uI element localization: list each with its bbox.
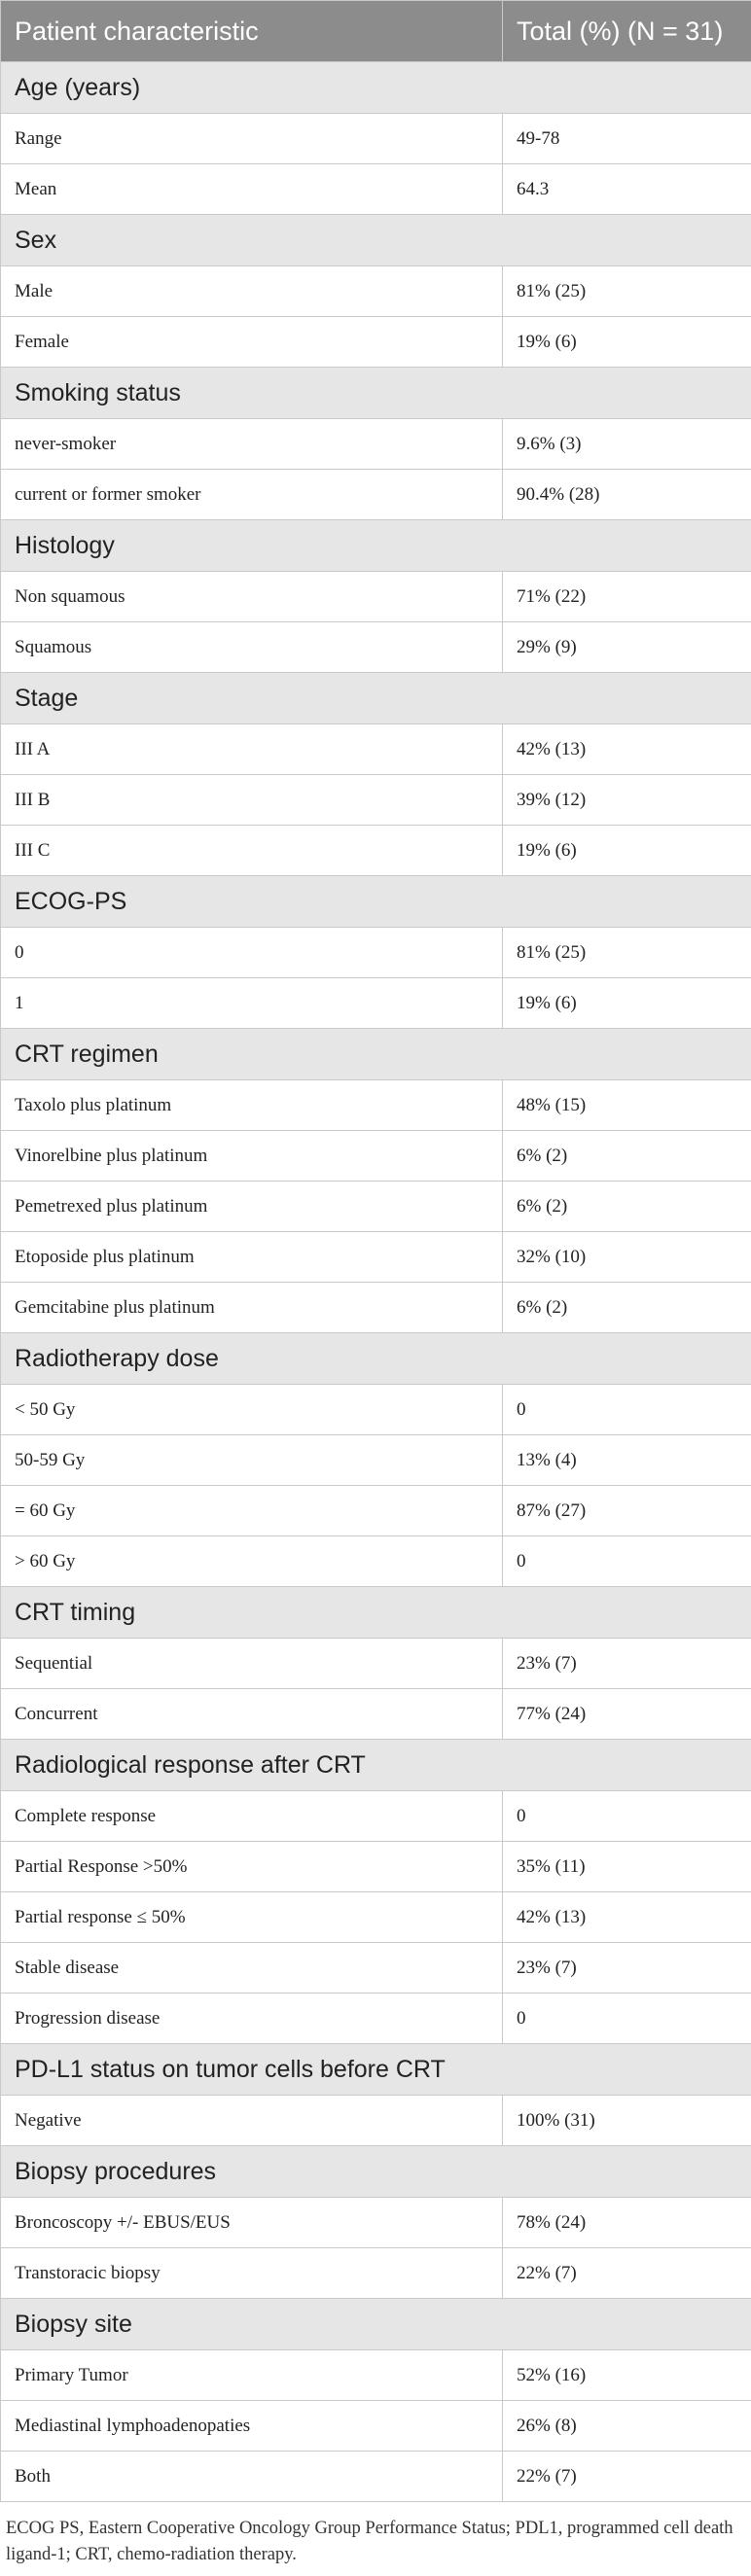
table-row (1, 775, 751, 826)
table-row (1, 1435, 751, 1486)
table-row (1, 1182, 751, 1232)
table-row (1, 826, 751, 876)
characteristic-cell: Range (1, 114, 503, 164)
header-total: Total (%) (N = 31) (503, 1, 751, 62)
characteristic-cell: < 50 Gy (1, 1385, 503, 1435)
total-cell: 32% (10) (503, 1232, 751, 1283)
characteristic-cell: Taxolo plus platinum (1, 1080, 503, 1131)
total-cell: 6% (2) (503, 1131, 751, 1182)
total-cell: 81% (25) (503, 266, 751, 317)
characteristic-cell: never-smoker (1, 419, 503, 470)
characteristic-cell: Concurrent (1, 1689, 503, 1740)
characteristic-cell: Etoposide plus platinum (1, 1232, 503, 1283)
section-title: CRT timing (1, 1587, 751, 1639)
table-row (1, 419, 751, 470)
table-row (1, 724, 751, 775)
characteristic-cell: 1 (1, 978, 503, 1029)
total-cell: 6% (2) (503, 1182, 751, 1232)
characteristic-cell: Vinorelbine plus platinum (1, 1131, 503, 1182)
section-title: Stage (1, 673, 751, 724)
table-row (1, 1536, 751, 1587)
table-row (1, 1892, 751, 1943)
characteristic-cell: III A (1, 724, 503, 775)
characteristic-cell: current or former smoker (1, 470, 503, 520)
total-cell: 26% (8) (503, 2401, 751, 2452)
total-cell: 23% (7) (503, 1943, 751, 1994)
total-cell: 81% (25) (503, 928, 751, 978)
section-title: Smoking status (1, 368, 751, 419)
total-cell: 19% (6) (503, 317, 751, 368)
table-row (1, 1791, 751, 1842)
section-row (1, 2146, 751, 2198)
total-cell: 0 (503, 1791, 751, 1842)
characteristic-cell: Both (1, 2452, 503, 2502)
table-row (1, 1842, 751, 1892)
table-row (1, 1943, 751, 1994)
table-row (1, 2350, 751, 2401)
characteristic-cell: Complete response (1, 1791, 503, 1842)
section-row (1, 1740, 751, 1791)
total-cell: 0 (503, 1385, 751, 1435)
header-row (1, 1, 751, 62)
total-cell: 22% (7) (503, 2248, 751, 2299)
section-title: Sex (1, 215, 751, 266)
total-cell: 29% (9) (503, 622, 751, 673)
section-row (1, 520, 751, 572)
section-title: Biopsy procedures (1, 2146, 751, 2198)
total-cell: 71% (22) (503, 572, 751, 622)
characteristic-cell: Transtoracic biopsy (1, 2248, 503, 2299)
section-row (1, 1029, 751, 1080)
total-cell: 13% (4) (503, 1435, 751, 1486)
table-row (1, 2248, 751, 2299)
characteristic-cell: Sequential (1, 1639, 503, 1689)
characteristic-cell: Gemcitabine plus platinum (1, 1283, 503, 1333)
characteristic-cell: Mean (1, 164, 503, 215)
table-footnote: ECOG PS, Eastern Cooperative Oncology Group Performance Status; PDL1, programmed cell death ligand-1; CRT, chemo-radiation therapy. (6, 2519, 733, 2564)
table-row (1, 2096, 751, 2146)
section-row (1, 368, 751, 419)
section-title: Histology (1, 520, 751, 572)
total-cell: 0 (503, 1994, 751, 2044)
total-cell: 87% (27) (503, 1486, 751, 1536)
characteristic-cell: Negative (1, 2096, 503, 2146)
characteristic-cell: Mediastinal lymphoadenopaties (1, 2401, 503, 2452)
characteristic-cell: Partial Response >50% (1, 1842, 503, 1892)
characteristic-cell: Pemetrexed plus platinum (1, 1182, 503, 1232)
total-cell: 22% (7) (503, 2452, 751, 2502)
total-cell: 0 (503, 1536, 751, 1587)
table-row (1, 1689, 751, 1740)
table-row (1, 1283, 751, 1333)
total-cell: 90.4% (28) (503, 470, 751, 520)
total-cell: 35% (11) (503, 1842, 751, 1892)
section-row (1, 673, 751, 724)
table-row (1, 1131, 751, 1182)
section-row (1, 876, 751, 928)
total-cell: 42% (13) (503, 724, 751, 775)
table-header (1, 1, 751, 62)
table-row (1, 1232, 751, 1283)
table-row (1, 1486, 751, 1536)
characteristic-cell: = 60 Gy (1, 1486, 503, 1536)
total-cell: 52% (16) (503, 2350, 751, 2401)
section-title: Radiotherapy dose (1, 1333, 751, 1385)
characteristic-cell: Primary Tumor (1, 2350, 503, 2401)
table-row (1, 266, 751, 317)
section-title: Radiological response after CRT (1, 1740, 751, 1791)
section-title: Age (years) (1, 62, 751, 114)
table-row (1, 2452, 751, 2502)
header-patient-characteristic: Patient characteristic (1, 1, 503, 62)
characteristic-cell: III C (1, 826, 503, 876)
total-cell: 23% (7) (503, 1639, 751, 1689)
section-title: Biopsy site (1, 2299, 751, 2350)
section-row (1, 2044, 751, 2096)
characteristic-cell: III B (1, 775, 503, 826)
total-cell: 77% (24) (503, 1689, 751, 1740)
section-row (1, 62, 751, 114)
characteristic-cell: > 60 Gy (1, 1536, 503, 1587)
table-row (1, 1385, 751, 1435)
total-cell: 19% (6) (503, 978, 751, 1029)
characteristic-cell: Male (1, 266, 503, 317)
characteristic-cell: 0 (1, 928, 503, 978)
section-row (1, 1333, 751, 1385)
table-row (1, 622, 751, 673)
table-body (1, 62, 751, 2502)
total-cell: 42% (13) (503, 1892, 751, 1943)
total-cell: 48% (15) (503, 1080, 751, 1131)
total-cell: 9.6% (3) (503, 419, 751, 470)
total-cell: 100% (31) (503, 2096, 751, 2146)
section-title: ECOG-PS (1, 876, 751, 928)
characteristic-cell: 50-59 Gy (1, 1435, 503, 1486)
section-row (1, 215, 751, 266)
section-row (1, 2299, 751, 2350)
characteristic-cell: Stable disease (1, 1943, 503, 1994)
section-title: PD-L1 status on tumor cells before CRT (1, 2044, 751, 2096)
total-cell: 78% (24) (503, 2198, 751, 2248)
table-row (1, 2198, 751, 2248)
table-row (1, 572, 751, 622)
table-row (1, 164, 751, 215)
table-row (1, 928, 751, 978)
section-row (1, 1587, 751, 1639)
table-row (1, 978, 751, 1029)
table-row (1, 2401, 751, 2452)
characteristic-cell: Broncoscopy +/- EBUS/EUS (1, 2198, 503, 2248)
section-title: CRT regimen (1, 1029, 751, 1080)
total-cell: 19% (6) (503, 826, 751, 876)
characteristic-cell: Squamous (1, 622, 503, 673)
table-row (1, 317, 751, 368)
table-row (1, 470, 751, 520)
table-row (1, 1080, 751, 1131)
total-cell: 6% (2) (503, 1283, 751, 1333)
total-cell: 64.3 (503, 164, 751, 215)
table-row (1, 114, 751, 164)
total-cell: 49-78 (503, 114, 751, 164)
characteristic-cell: Partial response ≤ 50% (1, 1892, 503, 1943)
characteristic-cell: Female (1, 317, 503, 368)
total-cell: 39% (12) (503, 775, 751, 826)
characteristic-cell: Non squamous (1, 572, 503, 622)
table-row (1, 1639, 751, 1689)
table-row (1, 1994, 751, 2044)
characteristic-cell: Progression disease (1, 1994, 503, 2044)
